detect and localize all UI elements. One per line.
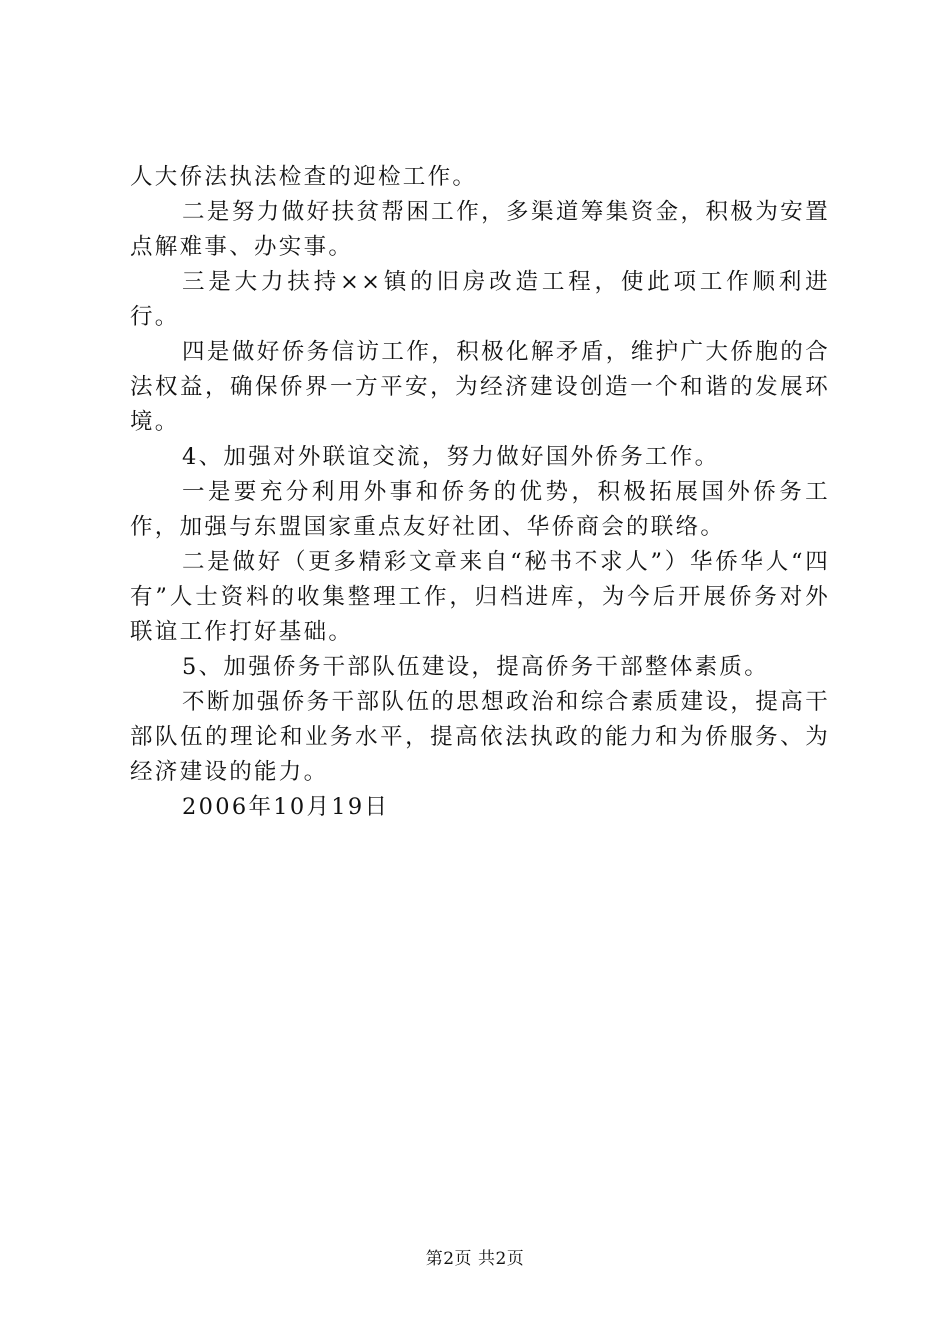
section-heading-5: 5、加强侨务干部队伍建设，提高侨务干部整体素质。 [182, 654, 770, 680]
document-date: 2006年10月19日 [182, 794, 390, 820]
paragraph-data-collection: 二是做好（更多精彩文章来自“秘书不求人”）华侨华人“四有”人士资料的收集整理工作，归档进库，为今后开展侨务对外联谊工作打好基础。 [130, 549, 830, 645]
document-body [130, 160, 830, 825]
paragraph-housing-renovation: 三是大力扶持××镇的旧房改造工程，使此项工作顺利进行。 [130, 269, 830, 330]
paragraph-petition-work: 四是做好侨务信访工作，积极化解矛盾，维护广大侨胞的合法权益，确保侨界一方平安，为经济建设创造一个和谐的发展环境。 [130, 339, 830, 435]
section-heading-4: 4、加强对外联谊交流，努力做好国外侨务工作。 [182, 444, 720, 470]
paragraph-foreign-affairs: 一是要充分利用外事和侨务的优势，积极拓展国外侨务工作，加强与东盟国家重点友好社团、华侨商会的联络。 [130, 479, 830, 540]
paragraph-cadre-building: 不断加强侨务干部队伍的思想政治和综合素质建设，提高干部队伍的理论和业务水平，提高依法执政的能力和为侨服务、为经济建设的能力。 [130, 689, 830, 785]
paragraph-poverty-relief: 二是努力做好扶贫帮困工作，多渠道筹集资金，积极为安置点解难事、办实事。 [130, 199, 830, 260]
paragraph-continuation: 人大侨法执法检查的迎检工作。 [130, 164, 478, 190]
page-number-footer: 第2页 共2页 [425, 1249, 525, 1269]
